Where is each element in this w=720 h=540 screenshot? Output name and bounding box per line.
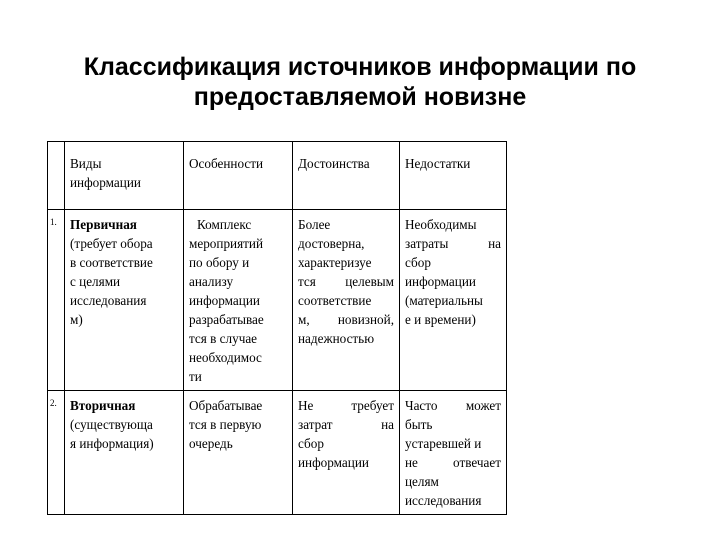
disadvantages-line: сбор xyxy=(405,255,431,270)
advantages-line: достоверна, xyxy=(298,236,365,251)
advantages-line: информации xyxy=(298,455,369,470)
advantages-line: Более xyxy=(298,217,331,232)
row-type-name: Первичная xyxy=(70,217,137,232)
disadvantages-line: Часто может xyxy=(405,398,501,413)
row-type-cell xyxy=(65,391,184,515)
title-line-1: Классификация источников информации по xyxy=(83,53,637,81)
row-features-cell xyxy=(184,210,293,391)
row-type-name: Вторичная xyxy=(70,398,136,413)
row-type-note-line: в соответствие xyxy=(70,255,153,270)
slide-title xyxy=(0,52,720,112)
disadvantages-line: затраты на xyxy=(405,236,501,251)
header-num-cell xyxy=(48,142,65,210)
advantages-line: Не требует xyxy=(298,398,394,413)
classification-table xyxy=(47,141,507,515)
row-type-note-line: я информация) xyxy=(70,436,154,451)
features-line: мероприятий xyxy=(189,236,264,251)
features-line: Комплекс xyxy=(197,217,252,232)
row-features-cell xyxy=(184,391,293,515)
header-types-line: Виды xyxy=(70,156,102,171)
row-disadvantages-cell xyxy=(400,391,507,515)
row-number: 1. xyxy=(48,210,65,391)
header-disadvantages-cell: Недостатки xyxy=(400,142,507,210)
advantages-line: надежностью xyxy=(298,331,375,346)
header-features-cell: Особенности xyxy=(184,142,293,210)
header-advantages-cell: Достоинства xyxy=(293,142,400,210)
features-line: Обрабатывае xyxy=(189,398,263,413)
row-advantages-cell xyxy=(293,391,400,515)
disadvantages-line: быть xyxy=(405,417,433,432)
features-line: разрабатывае xyxy=(189,312,264,327)
table-header-row xyxy=(48,142,507,210)
header-types-line: информации xyxy=(70,175,141,190)
row-type-cell xyxy=(65,210,184,391)
row-type-note-line: (требует обора xyxy=(70,236,153,251)
features-line: тся в первую xyxy=(189,417,262,432)
row-disadvantages-cell xyxy=(400,210,507,391)
advantages-line: характеризуе xyxy=(298,255,372,270)
row-type-note-line: исследования xyxy=(70,293,147,308)
features-line: информации xyxy=(189,293,260,308)
row-type-note-line: с целями xyxy=(70,274,121,289)
row-type-note-line: (существующа xyxy=(70,417,153,432)
advantages-line: тся целевым xyxy=(298,274,394,289)
disadvantages-line: исследования xyxy=(405,493,482,508)
table-row xyxy=(48,210,507,391)
table-row xyxy=(48,391,507,515)
disadvantages-line: не отвечает xyxy=(405,455,501,470)
disadvantages-line: Необходимы xyxy=(405,217,477,232)
header-types-cell xyxy=(65,142,184,210)
advantages-line: сбор xyxy=(298,436,324,451)
features-line: необходимос xyxy=(189,350,262,365)
advantages-line: соответствие xyxy=(298,293,372,308)
features-line: очередь xyxy=(189,436,233,451)
row-number: 2. xyxy=(48,391,65,515)
disadvantages-line: информации xyxy=(405,274,476,289)
features-line: по обору и xyxy=(189,255,250,270)
advantages-line: м, новизной, xyxy=(298,312,394,327)
features-line: тся в случае xyxy=(189,331,258,346)
row-type-note-line: м) xyxy=(70,312,83,327)
disadvantages-line: устаревшей и xyxy=(405,436,482,451)
disadvantages-line: (материальны xyxy=(405,293,483,308)
features-line: анализу xyxy=(189,274,234,289)
row-advantages-cell xyxy=(293,210,400,391)
disadvantages-line: е и времени) xyxy=(405,312,476,327)
disadvantages-line: целям xyxy=(405,474,439,489)
advantages-line: затрат на xyxy=(298,417,394,432)
title-line-2: предоставляемой новизне xyxy=(193,83,527,111)
features-line: ти xyxy=(189,369,202,384)
